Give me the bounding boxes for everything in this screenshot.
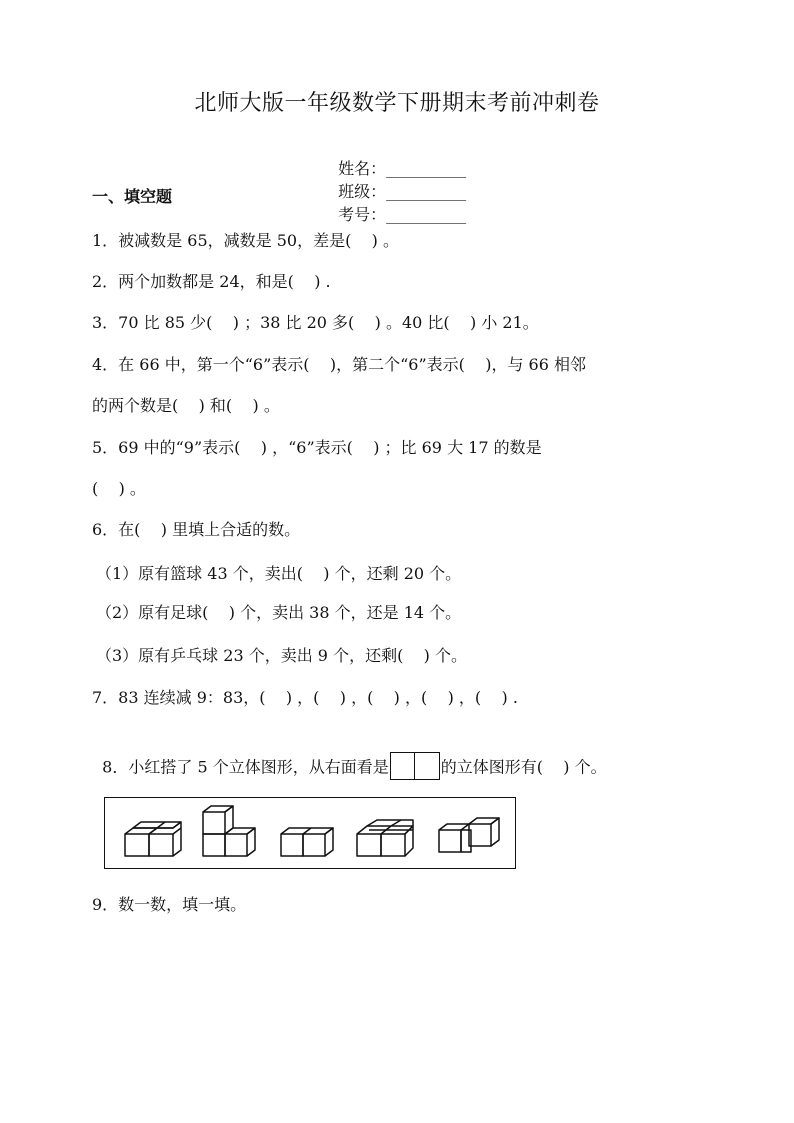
question-4-cont: 的两个数是( ) 和( ) 。 bbox=[92, 396, 280, 415]
right-view-figure bbox=[390, 752, 440, 780]
question-8-text-b: 的立体图形有( ) 个。 bbox=[440, 757, 607, 777]
question-5-cont: ( ) 。 bbox=[92, 479, 146, 498]
question-5: 5．69 中的“9”表示( ) ，“6”表示( ) ；比 69 大 17 的数是 bbox=[92, 438, 542, 457]
cube-figure-5 bbox=[439, 818, 499, 852]
question-2: 2．两个加数都是 24，和是( ) . bbox=[92, 272, 331, 291]
section-heading: 一、填空题 bbox=[92, 187, 173, 206]
name-field[interactable]: 姓名：__________ bbox=[338, 159, 467, 178]
page-title: 北师大版一年级数学下册期末考前冲刺卷 bbox=[194, 91, 600, 116]
question-8-text-a: 8．小红搭了 5 个立体图形，从右面看是 bbox=[102, 757, 389, 777]
solid-figures-panel bbox=[104, 797, 516, 869]
cube-figure-3 bbox=[281, 828, 333, 856]
question-6-1: （1）原有篮球 43 个，卖出( ) 个，还剩 20 个。 bbox=[96, 564, 462, 583]
question-3: 3．70 比 85 少( ) ；38 比 20 多( ) 。40 比( ) 小 21。 bbox=[92, 313, 539, 332]
question-6-3: （3）原有乒乓球 23 个，卖出 9 个，还剩( ) 个。 bbox=[96, 646, 467, 665]
question-9: 9．数一数，填一填。 bbox=[92, 895, 247, 914]
question-6: 6．在( ) 里填上合适的数。 bbox=[92, 520, 301, 539]
cube-figure-4 bbox=[357, 820, 413, 856]
question-4: 4．在 66 中，第一个“6”表示( )，第二个“6”表示( )，与 66 相邻 bbox=[92, 355, 586, 374]
cube-figures-drawing bbox=[105, 798, 515, 868]
class-field[interactable]: 班级：__________ bbox=[338, 182, 467, 201]
question-8 bbox=[92, 735, 607, 782]
number-field[interactable]: 考号：__________ bbox=[338, 205, 467, 224]
question-7: 7．83 连续减 9：83，( ) ，( ) ，( ) ，( ) ，( ) . bbox=[92, 688, 518, 707]
student-info bbox=[0, 137, 794, 225]
question-1: 1．被减数是 65，减数是 50，差是( ) 。 bbox=[92, 231, 399, 250]
cube-figure-2 bbox=[203, 806, 255, 856]
cube-figure-1 bbox=[125, 822, 181, 856]
question-6-2: （2）原有足球( ) 个，卖出 38 个，还是 14 个。 bbox=[96, 603, 462, 622]
